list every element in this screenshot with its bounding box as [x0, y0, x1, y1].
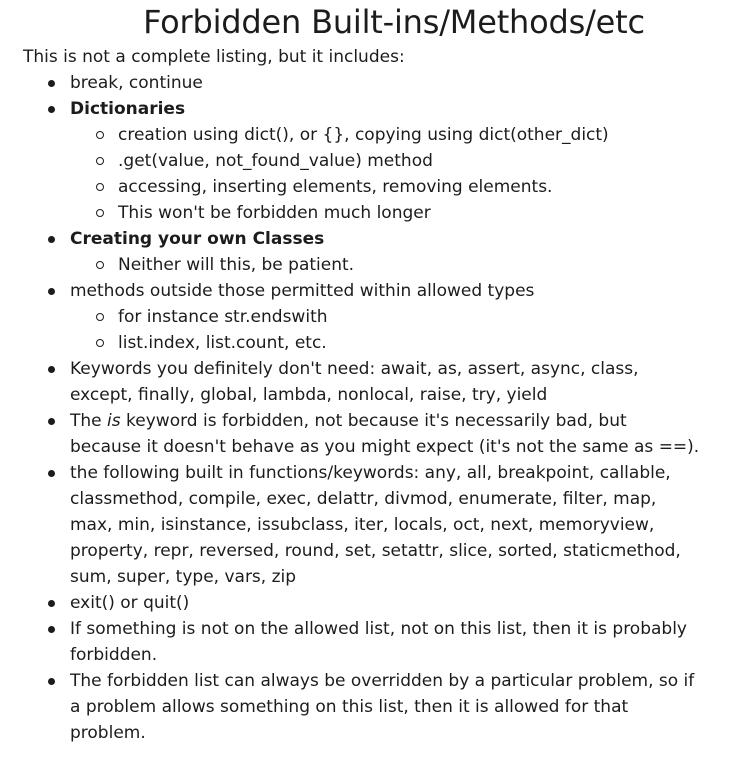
sub-list [70, 122, 700, 226]
list-item [0, 278, 700, 356]
sub-list-item: .get(value, not_found_value) method [70, 148, 700, 174]
item-emphasis: is [107, 411, 121, 431]
item-text-pre: The [70, 411, 108, 431]
item-text: The forbidden list can always be overridden by a particular problem, so if a problem allows something on this list, then it is allowed for that problem. [70, 671, 695, 743]
list-item [0, 70, 700, 96]
item-text: Keywords you definitely don't need: await, as, assert, async, class, except, finally, global, lambda, nonlocal, raise, try, yield [70, 359, 639, 405]
page-title: Forbidden Built-ins/Methods/etc [143, 3, 645, 41]
item-text: methods outside those permitted within allowed types [70, 281, 535, 301]
item-heading: Dictionaries [70, 99, 186, 119]
item-heading: Creating your own Classes [70, 229, 325, 249]
sub-list [70, 304, 700, 356]
forbidden-list [0, 70, 700, 746]
list-item [0, 668, 700, 746]
sub-list-item: This won't be forbidden much longer [70, 200, 700, 226]
list-item [0, 590, 700, 616]
sub-list-item: list.index, list.count, etc. [70, 330, 700, 356]
list-item [0, 356, 700, 408]
sub-list-item: for instance str.endswith [70, 304, 700, 330]
sub-list [70, 252, 700, 278]
list-item [0, 96, 700, 226]
list-item [0, 460, 700, 590]
sub-list-item: creation using dict(), or {}, copying using dict(other_dict) [70, 122, 700, 148]
sub-list-item: accessing, inserting elements, removing elements. [70, 174, 700, 200]
list-item [0, 408, 700, 460]
item-text-post: keyword is forbidden, not because it's necessarily bad, but because it doesn't behave as you might expect (it's not the same as ==). [70, 411, 700, 457]
list-item [0, 616, 700, 668]
item-text: exit() or quit() [70, 593, 190, 613]
item-text: the following built in functions/keywords: any, all, breakpoint, callable, classmethod, compile, exec, delattr, divmod, enumerate, filter, map, max, min, isinstance, issubclass, iter, locals, oct, next, memoryview, property, repr, reversed, round, set, setattr, slice, sorted, staticmethod, sum, super, type, vars, zip [70, 463, 681, 587]
item-text: break, continue [70, 73, 203, 93]
intro-text: This is not a complete listing, but it includes: [23, 47, 405, 67]
list-item [0, 226, 700, 278]
sub-list-item: Neither will this, be patient. [70, 252, 700, 278]
item-text: If something is not on the allowed list, not on this list, then it is probably forbidden. [70, 619, 687, 665]
